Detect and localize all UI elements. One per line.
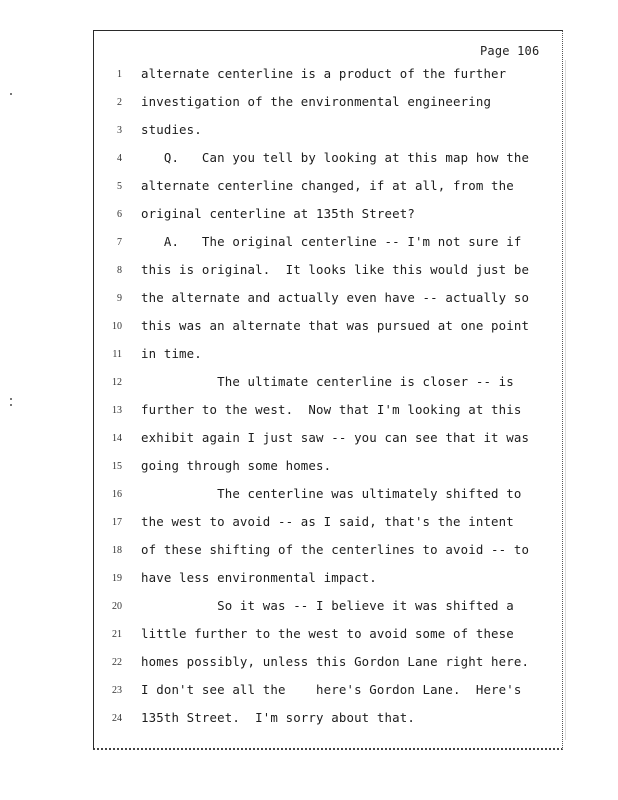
- line-text: the alternate and actually even have -- actually so: [141, 290, 530, 305]
- line-number: 3: [117, 125, 122, 136]
- transcript-line: [0, 262, 618, 282]
- line-text: this was an alternate that was pursued at one point: [141, 318, 530, 333]
- line-number: 5: [117, 181, 122, 192]
- transcript-line: [0, 458, 618, 478]
- line-number: 14: [112, 433, 122, 444]
- line-number: 22: [112, 657, 122, 668]
- line-number: 17: [112, 517, 122, 528]
- line-text: The centerline was ultimately shifted to: [141, 486, 522, 501]
- transcript-line: [0, 570, 618, 590]
- line-text: exhibit again I just saw -- you can see that it was: [141, 430, 530, 445]
- line-text: So it was -- I believe it was shifted a: [141, 598, 514, 613]
- line-text: little further to the west to avoid some of these: [141, 626, 514, 641]
- line-text: studies.: [141, 122, 202, 137]
- transcript-line: [0, 626, 618, 646]
- transcript-line: [0, 234, 618, 254]
- page-number: Page 106: [480, 44, 540, 58]
- transcript-line: [0, 430, 618, 450]
- transcript-line: [0, 402, 618, 422]
- line-text: A. The original centerline -- I'm not sure if: [141, 234, 522, 249]
- line-number: 6: [117, 209, 122, 220]
- scan-speck: [10, 398, 12, 400]
- line-text: I don't see all the here's Gordon Lane. Here's: [141, 682, 522, 697]
- line-number: 13: [112, 405, 122, 416]
- line-text: have less environmental impact.: [141, 570, 377, 585]
- line-text: this is original. It looks like this would just be: [141, 262, 530, 277]
- line-number: 12: [112, 377, 122, 388]
- line-number: 18: [112, 545, 122, 556]
- line-text: in time.: [141, 346, 202, 361]
- transcript-line: [0, 206, 618, 226]
- line-number: 11: [112, 349, 122, 360]
- line-text: original centerline at 135th Street?: [141, 206, 415, 221]
- line-number: 8: [117, 265, 122, 276]
- transcript-line: [0, 66, 618, 86]
- transcript-line: [0, 486, 618, 506]
- line-text: of these shifting of the centerlines to avoid -- to: [141, 542, 530, 557]
- line-number: 10: [112, 321, 122, 332]
- transcript-line: [0, 682, 618, 702]
- transcript-line: [0, 542, 618, 562]
- line-number: 15: [112, 461, 122, 472]
- line-text: 135th Street. I'm sorry about that.: [141, 710, 415, 725]
- scan-speck: [10, 93, 12, 95]
- transcript-line: [0, 374, 618, 394]
- transcript-line: [0, 150, 618, 170]
- line-text: further to the west. Now that I'm looking at this: [141, 402, 522, 417]
- line-number: 1: [117, 69, 122, 80]
- transcript-line: [0, 290, 618, 310]
- line-number: 2: [117, 97, 122, 108]
- line-text: going through some homes.: [141, 458, 332, 473]
- line-number: 9: [117, 293, 122, 304]
- line-number: 16: [112, 489, 122, 500]
- transcript-line: [0, 654, 618, 674]
- transcript-line: [0, 122, 618, 142]
- line-text: homes possibly, unless this Gordon Lane right here.: [141, 654, 530, 669]
- line-text: investigation of the environmental engineering: [141, 94, 492, 109]
- line-number: 20: [112, 601, 122, 612]
- line-number: 23: [112, 685, 122, 696]
- line-text: alternate centerline changed, if at all, from the: [141, 178, 514, 193]
- line-number: 21: [112, 629, 122, 640]
- transcript-line: [0, 346, 618, 366]
- transcript-line: [0, 178, 618, 198]
- line-text: alternate centerline is a product of the further: [141, 66, 507, 81]
- transcript-line: [0, 94, 618, 114]
- scan-edge-line: [565, 60, 566, 740]
- line-number: 24: [112, 713, 122, 724]
- transcript-line: [0, 710, 618, 730]
- line-text: the west to avoid -- as I said, that's the intent: [141, 514, 514, 529]
- transcript-line: [0, 514, 618, 534]
- line-text: Q. Can you tell by looking at this map how the: [141, 150, 530, 165]
- line-number: 4: [117, 153, 122, 164]
- line-text: The ultimate centerline is closer -- is: [141, 374, 514, 389]
- line-number: 19: [112, 573, 122, 584]
- scan-speck: [10, 404, 12, 406]
- transcript-line: [0, 598, 618, 618]
- line-number: 7: [117, 237, 122, 248]
- transcript-line: [0, 318, 618, 338]
